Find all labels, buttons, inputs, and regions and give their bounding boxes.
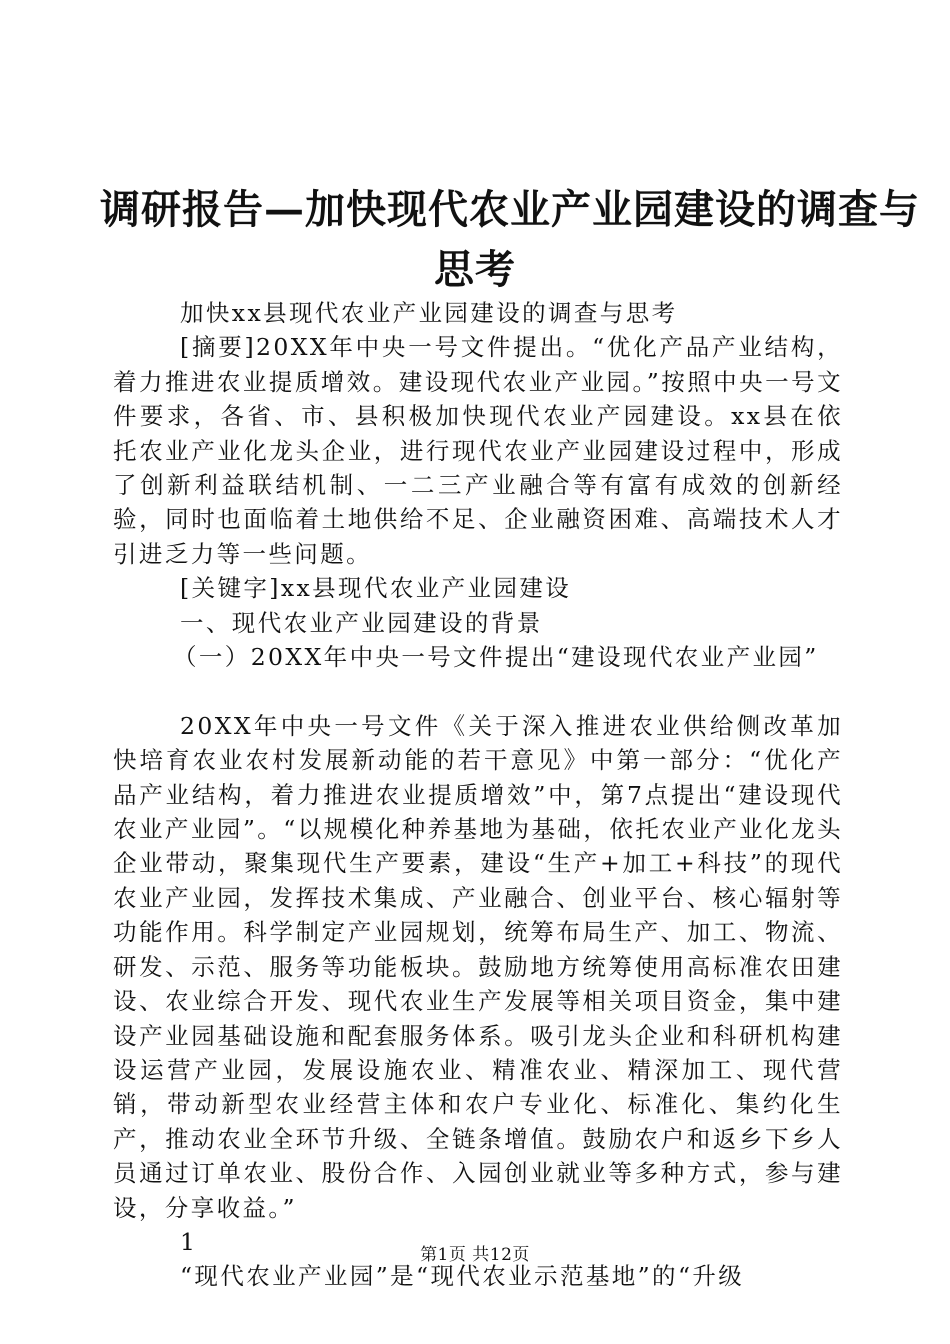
section-heading: 一、现代农业产业园建设的背景	[180, 608, 543, 637]
page-footer: 第1页 共12页	[420, 1245, 530, 1265]
keywords-paragraph: [关键字]xx县现代农业产业园建设	[180, 574, 572, 603]
subsection-heading: （一）20XX年中央一号文件提出“建设现代农业产业园”	[173, 643, 819, 672]
document-title-line-2: 思考	[434, 246, 516, 293]
document-title-line-1: 调研报告—加快现代农业产业园建设的调查与	[100, 186, 920, 233]
document-body	[113, 296, 843, 1294]
footnote-marker: 1	[180, 1227, 198, 1256]
abstract-paragraph: [摘要]20XX年中央一号文件提出。“优化产品产业结构，着力推进农业提质增效。建设现代农业产业园。”按照中央一号文件要求，各省、市、县积极加快现代农业产园建设。xx县在依托农业产业化龙头企业，进行现代农业产业园建设过程中，形成了创新利益联结机制、一二三产业融合等有富有成效的创新经验，同时也面临着土地供给不足、企业融资困难、高端技术人才引进乏力等一些问题。	[113, 333, 843, 568]
paragraph-spacer	[113, 674, 843, 708]
body-paragraph-2: “现代农业产业园”是“现代农业示范基地”的“升级	[180, 1262, 745, 1291]
subtitle-paragraph: 加快xx县现代农业产业园建设的调查与思考	[180, 299, 678, 327]
body-paragraph-1: 20XX年中央一号文件《关于深入推进农业供给侧改革加快培育农业农村发展新动能的若干意见》中第一部分：“优化产品产业结构，着力推进农业提质增效”中，第7点提出“建设现代农业产业园”。“以规模化种养基地为基础，依托农业产业化龙头企业带动，聚集现代生产要素，建设“生产+加工+科技”的现代农业产业园，发挥技术集成、产业融合、创业平台、核心辐射等功能作用。科学制定产业园规划，统筹布局生产、加工、物流、研发、示范、服务等功能板块。鼓励地方统筹使用高标准农田建设、农业综合开发、现代农业生产发展等相关项目资金，集中建设产业园基础设施和配套服务体系。吸引龙头企业和科研机构建设运营产业园，发展设施农业、精准农业、精深加工、现代营销，带动新型农业经营主体和农户专业化、标准化、集约化生产，推动农业全环节升级、全链条增值。鼓励农户和返乡下乡人员通过订单农业、股份合作、入园创业就业等多种方式，参与建设，分享收益。”	[113, 711, 843, 1222]
